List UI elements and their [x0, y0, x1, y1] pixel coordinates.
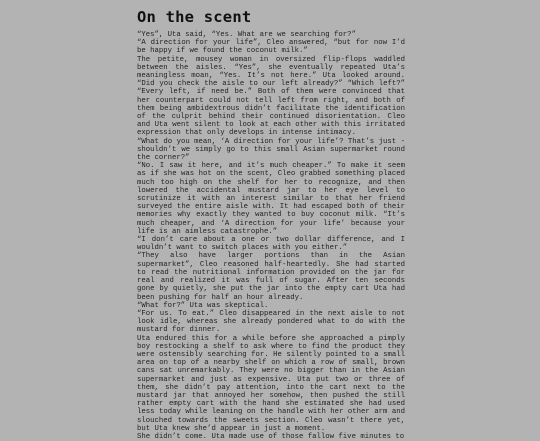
paragraph: “What for?” Uta was skeptical. [137, 301, 269, 310]
paragraph: She didn’t come. Uta made use of those fallow five minutes to [137, 432, 405, 441]
paragraph: “A direction for your life”, Cleo answered, “but for now I’d be happy if we found the coconut milk.” [137, 39, 405, 56]
paragraph: “What do you mean, ‘A direction for your life’? That’s just - shouldn’t we simply go to this small Asian supermarket round the corner?” [137, 137, 405, 163]
paragraph: “They also have larger portions than in the Asian supermarket”, Cleo reasoned half-heartedly. She had started to read the nutritional information provided on the jar for real and realized it was full of sugar. After ten seconds gone by quietly, she put the jar into the empty cart Uta had been pushing for half an hour already. [137, 252, 405, 302]
paragraph: “I don’t care about a one or two dollar difference, and I wouldn’t want to switch places with you either.” [137, 236, 405, 253]
paragraph: “Yes”, Uta said, “Yes. What are we searching for?” [137, 31, 356, 39]
paragraph: “For us. To eat.” Cleo disappeared in the next aisle to not look idle, whereas she already pondered what to do with the mustard for dinner. [137, 309, 405, 335]
paragraph: The petite, mousey woman in oversized flip-flops waddled between the aisles. “Yes”, she eventually repeated Uta’s meaningless moan, “Yes. It’s not here.” Uta looked around. “Did you check the aisle to our left already?” “Which left?” “Every left, if need be.” Both of them were convinced that her counterpart could not tell left from right, and both of them being ambidextrous didn’t facilitate the identification of the culprit behind their continued disorientation. Cleo and Uta went silent to look at each other with this irritated expression that only develops in intense intimacy. [137, 55, 405, 138]
story-title: On the scent [137, 8, 252, 26]
paragraph: “No. I saw it here, and it’s much cheaper.” To make it seem as if she was hot on the scent, Cleo grabbed something placed much too high on the shelf for her to recognize, and then lowered the accidental mustard jar to her eye level to scrutinize it with an interest similar to that her friend surveyed the entire aisle with. It had escaped both of their memories why exactly they wanted to buy coconut milk. “It’s much cheaper, and ‘A direction for your life’ because your life is an aimless catastrophe.” [137, 162, 405, 236]
story-body [137, 31, 405, 441]
paragraph: Uta endured this for a while before she approached a pimply boy restocking a shelf to ask where to find the product they were ostensibly searching for. He silently pointed to a small area on top of a nearby shelf on which a row of small, brown cans sat unremarkably. They were no bigger than in the Asian supermarket and just as expensive. Uta put two or three of them, she didn’t pay attention, into the cart next to the mustard jar that annoyed her somehow, then pushed the still rather empty cart with the hand she estimated she had used less today while leaning on the handle with her other arm and slouched towards the sweets section. Cleo wasn’t there yet, but Uta knew she’d appear in just a moment. [137, 334, 405, 433]
